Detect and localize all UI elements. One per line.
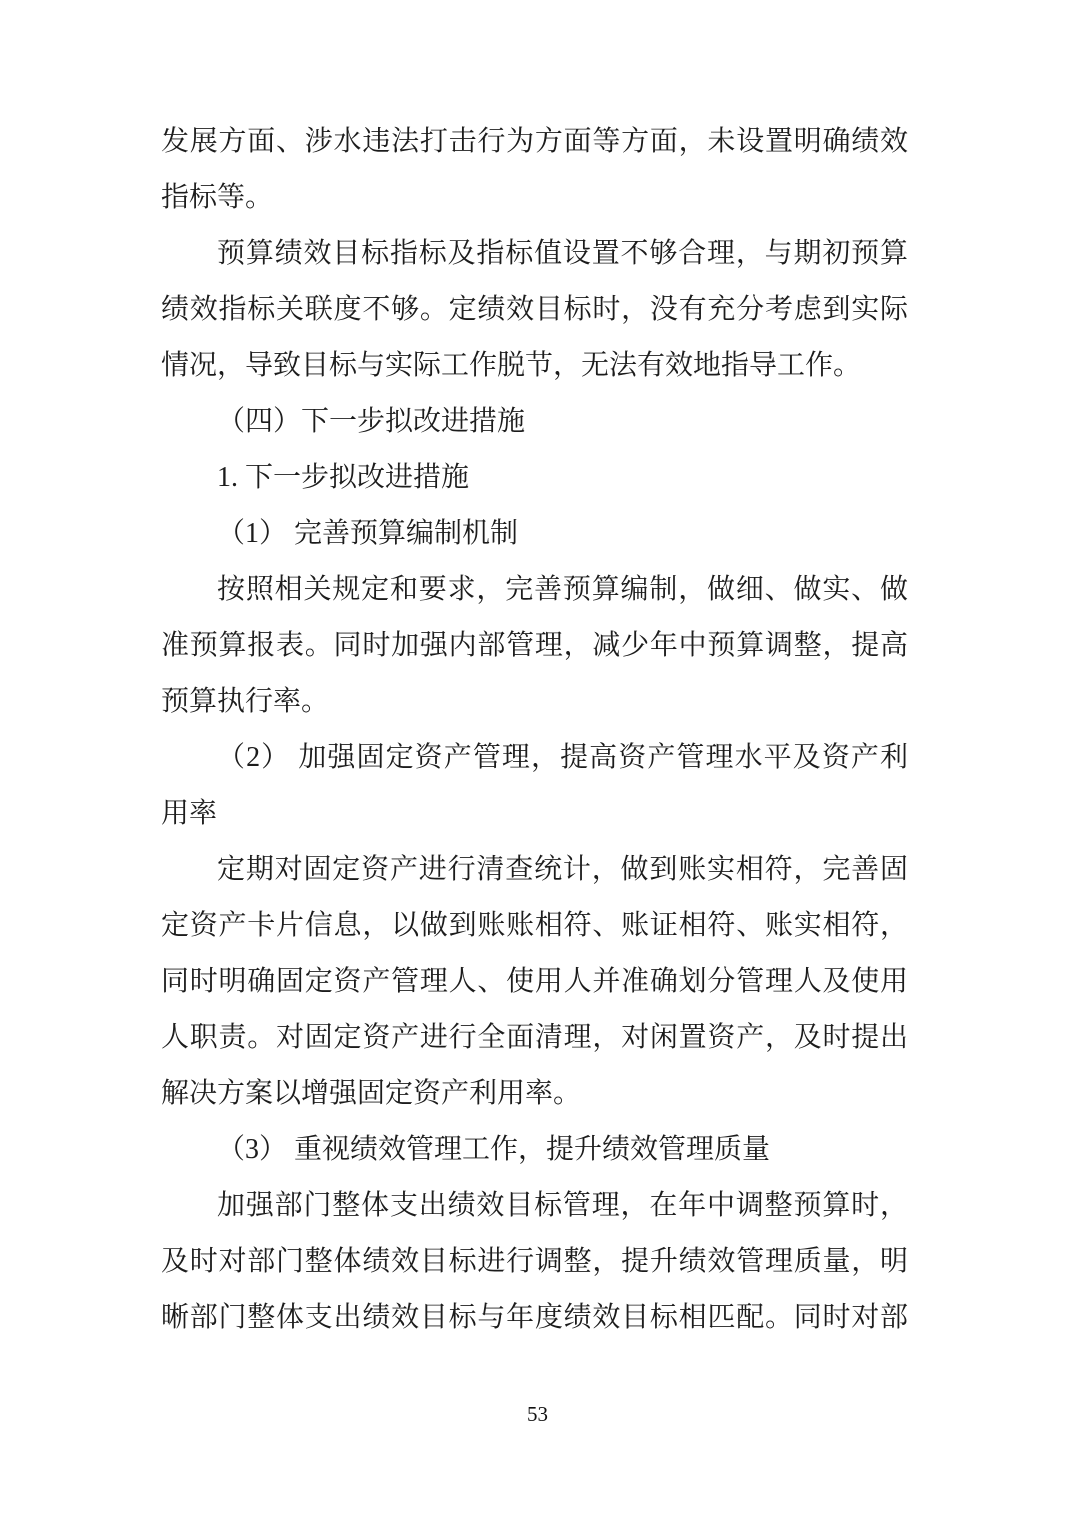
paragraph: 预算绩效目标指标及指标值设置不够合理，与期初预算绩效指标关联度不够。定绩效目标时，没有充分考虑到实际情况，导致目标与实际工作脱节，无法有效地指导工作。 [161,238,908,381]
paragraph: 定期对固定资产进行清查统计，做到账实相符，完善固定资产卡片信息，以做到账账相符、账证相符、账实相符，同时明确固定资产管理人、使用人并准确划分管理人及使用人职责。对固定资产进行全面清理，对闲置资产，及时提出解决方案以增强固定资产利用率。 [161,854,908,1109]
document-body [161,114,908,1346]
paragraph: 按照相关规定和要求，完善预算编制，做细、做实、做准预算报表。同时加强内部管理，减少年中预算调整，提高预算执行率。 [161,574,908,717]
item-heading: （3） 重视绩效管理工作，提升绩效管理质量 [217,1134,771,1165]
page-number: 53 [527,1402,548,1426]
item-heading: （1） 完善预算编制机制 [217,518,519,549]
section-heading: （四）下一步拟改进措施 [217,406,526,437]
paragraph: 发展方面、涉水违法打击行为方面等方面，未设置明确绩效指标等。 [161,126,908,213]
sub-heading: 1. 下一步拟改进措施 [217,462,470,493]
paragraph: 加强部门整体支出绩效目标管理，在年中调整预算时，及时对部门整体绩效目标进行调整，提升绩效管理质量，明晰部门整体支出绩效目标与年度绩效目标相匹配。同时对部 [161,1190,908,1333]
item-heading: （2） 加强固定资产管理，提高资产管理水平及资产利用率 [161,742,908,829]
